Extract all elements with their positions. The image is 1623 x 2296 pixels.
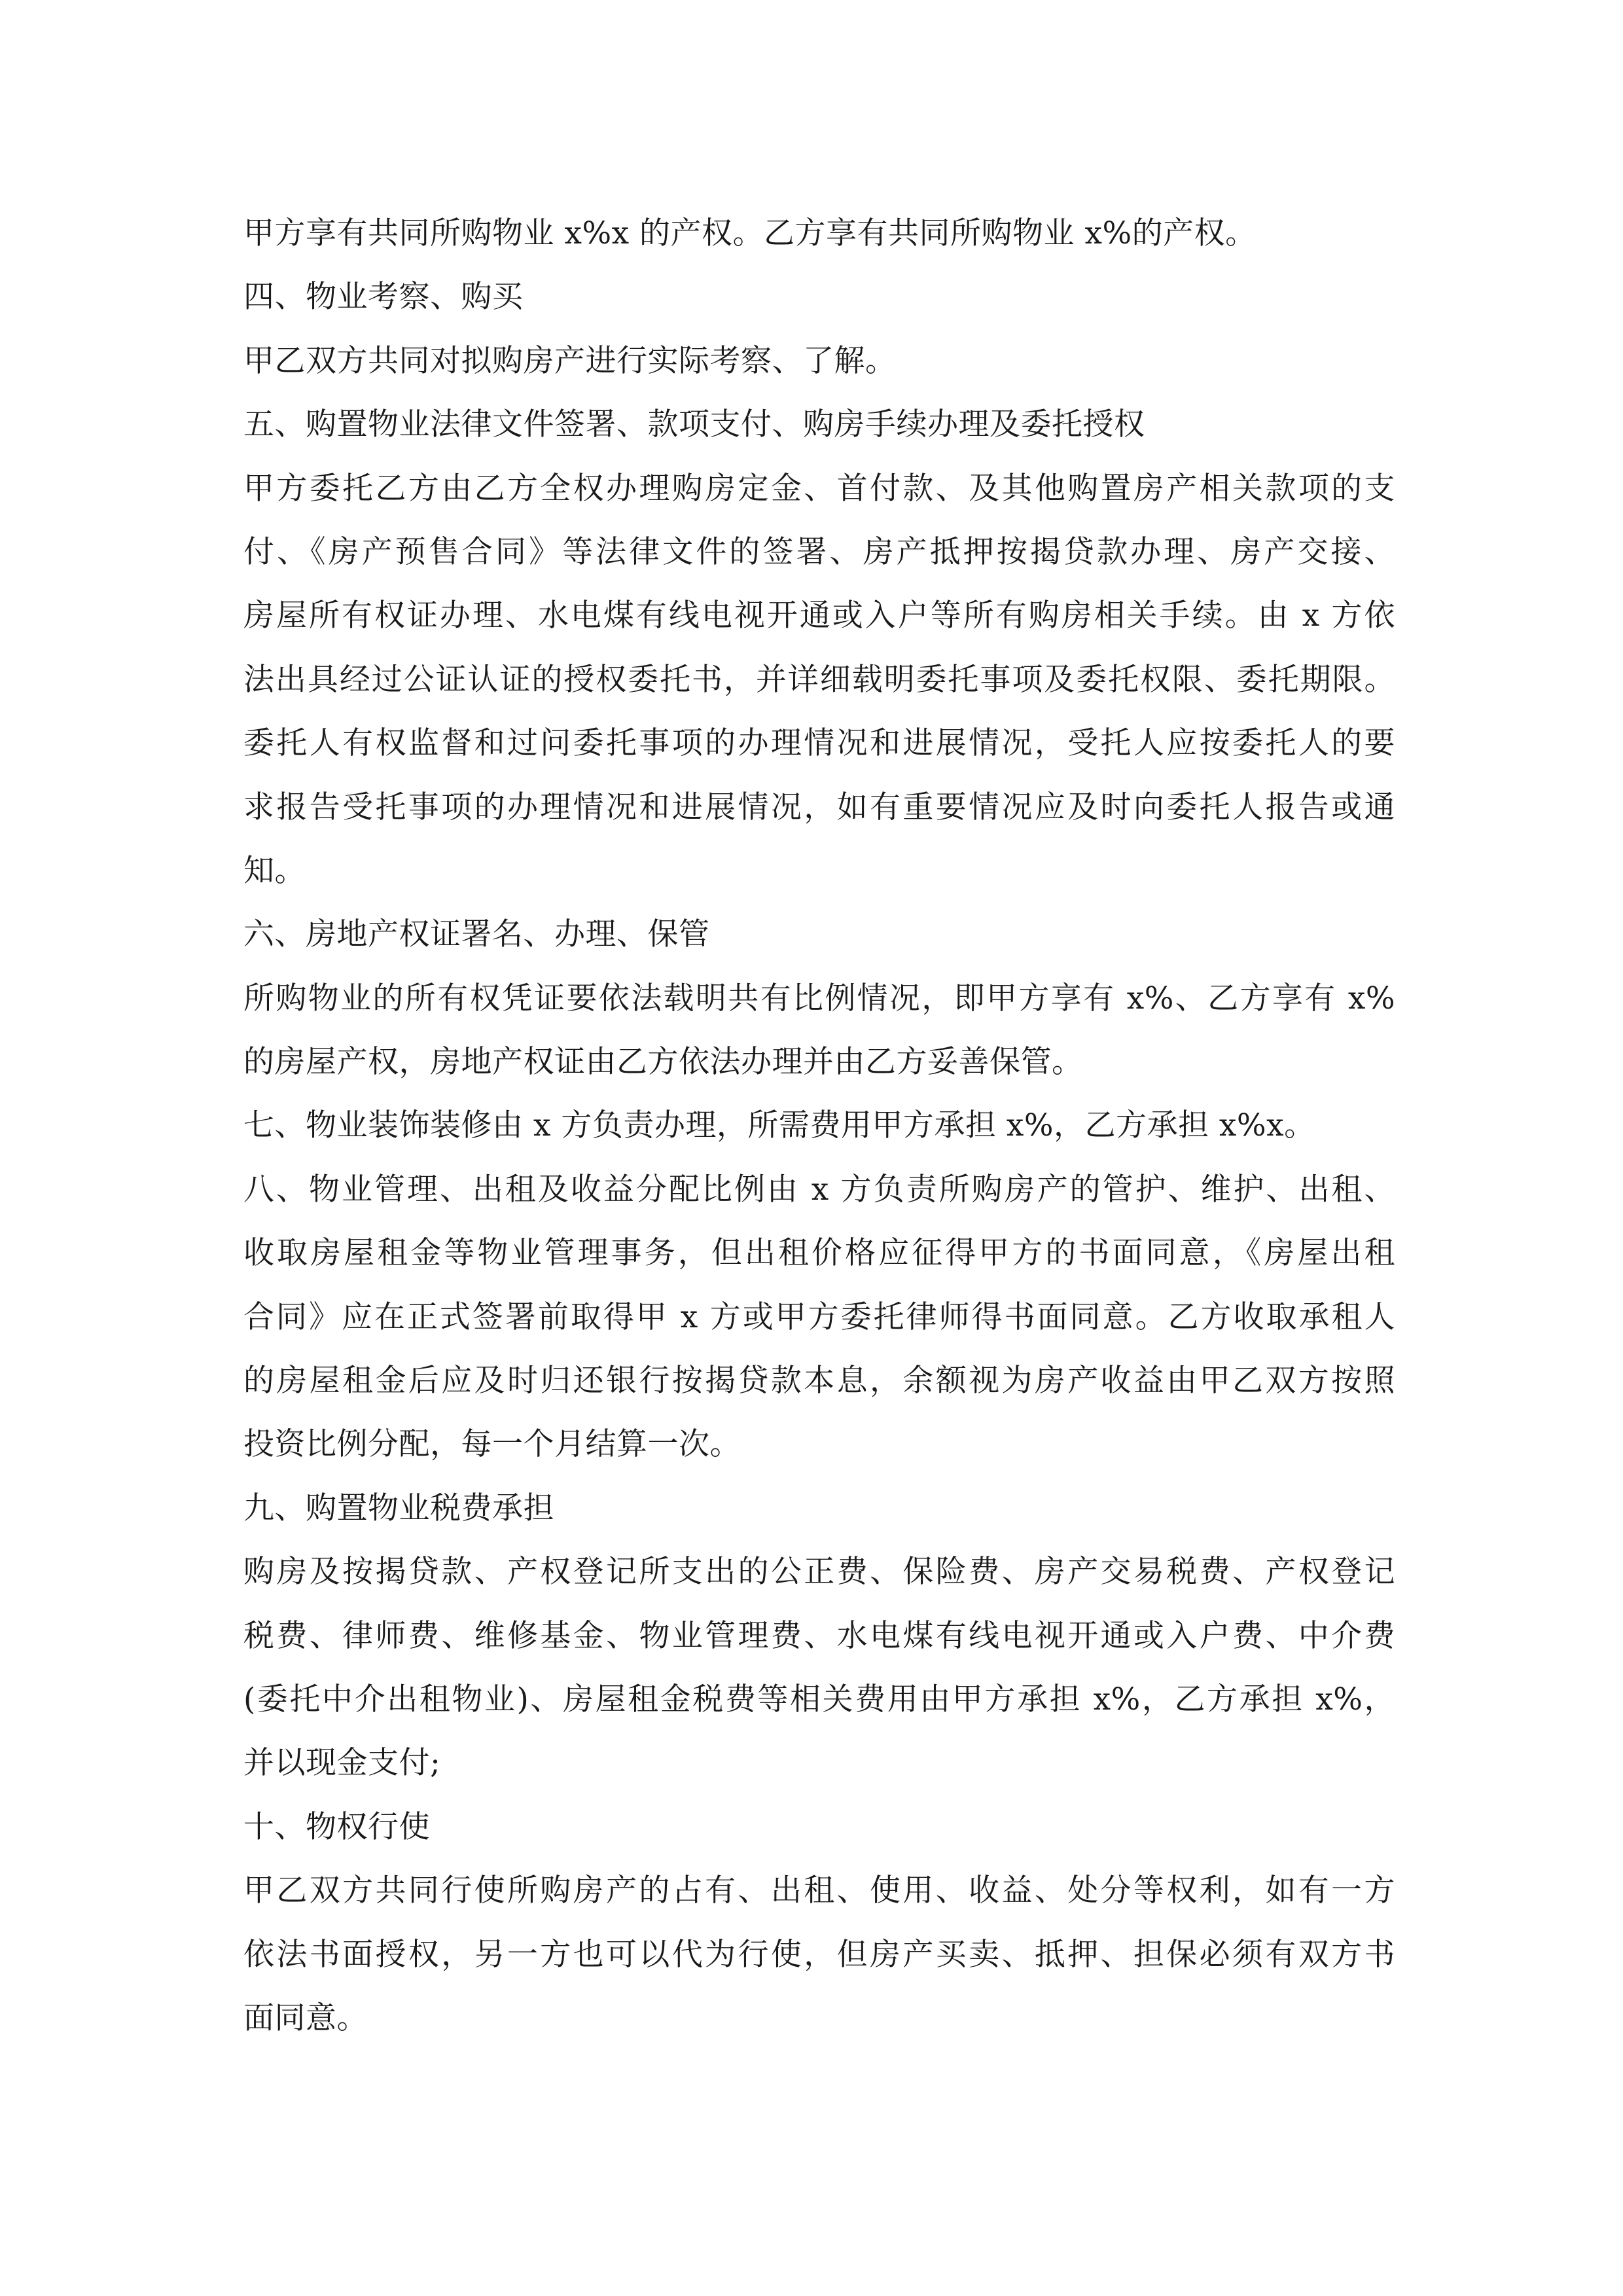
text-line: 的房屋产权，房地产权证由乙方依法办理并由乙方妥善保管。 bbox=[243, 1044, 1083, 1081]
text-line: 所购物业的所有权凭证要依法载明共有比例情况，即甲方享有 x%、乙方享有 x% bbox=[243, 980, 1395, 1016]
section-heading-9: 九、购置物业税费承担 bbox=[243, 1490, 554, 1526]
text-line: 求报告受托事项的办理情况和进展情况，如有重要情况应及时向委托人报告或通 bbox=[243, 789, 1395, 825]
text-line: 收取房屋租金等物业管理事务，但出租价格应征得甲方的书面同意，《房屋出租 bbox=[243, 1235, 1395, 1272]
text-line: 甲乙双方共同行使所购房产的占有、出租、使用、收益、处分等权利，如有一方 bbox=[243, 1873, 1395, 1909]
text-line: 法出具经过公证认证的授权委托书，并详细载明委托事项及委托权限、委托期限。 bbox=[243, 661, 1395, 698]
text-line: 购房及按揭贷款、产权登记所支出的公正费、保险费、房产交易税费、产权登记 bbox=[243, 1554, 1395, 1590]
text-line: 甲方享有共同所购物业 x%x 的产权。乙方享有共同所购物业 x%的产权。 bbox=[243, 215, 1257, 251]
text-line: (委托中介出租物业)、房屋租金税费等相关费用由甲方承担 x%，乙方承担 x%， bbox=[243, 1681, 1395, 1717]
text-line: 甲方委托乙方由乙方全权办理购房定金、首付款、及其他购置房产相关款项的支 bbox=[243, 470, 1395, 507]
text-line: 知。 bbox=[243, 852, 306, 889]
text-line: 委托人有权监督和过问委托事项的办理情况和进展情况，受托人应按委托人的要 bbox=[243, 725, 1395, 762]
text-line: 合同》应在正式签署前取得甲 x 方或甲方委托律师得书面同意。乙方收取承租人 bbox=[243, 1299, 1395, 1335]
section-heading-8: 八、物业管理、出租及收益分配比例由 x 方负责所购房产的管护、维护、出租、 bbox=[243, 1171, 1395, 1208]
text-line: 付、《房产预售合同》等法律文件的签署、房产抵押按揭贷款办理、房产交接、 bbox=[243, 533, 1395, 570]
section-heading-5: 五、购置物业法律文件签署、款项支付、购房手续办理及委托授权 bbox=[243, 406, 1145, 443]
text-line: 投资比例分配，每一个月结算一次。 bbox=[243, 1426, 741, 1463]
text-line: 面同意。 bbox=[243, 2000, 368, 2036]
section-heading-4: 四、物业考察、购买 bbox=[243, 279, 524, 315]
text-line: 房屋所有权证办理、水电煤有线电视开通或入户等所有购房相关手续。由 x 方依 bbox=[243, 598, 1395, 634]
text-line: 的房屋租金后应及时归还银行按揭贷款本息，余额视为房产收益由甲乙双方按照 bbox=[243, 1363, 1395, 1399]
text-line: 并以现金支付; bbox=[243, 1745, 441, 1782]
text-line: 甲乙双方共同对拟购房产进行实际考察、了解。 bbox=[243, 342, 897, 379]
section-heading-7: 七、物业装饰装修由 x 方负责办理，所需费用甲方承担 x%，乙方承担 x%x。 bbox=[243, 1107, 1315, 1144]
text-line: 依法书面授权，另一方也可以代为行使，但房产买卖、抵押、担保必须有双方书 bbox=[243, 1936, 1395, 1973]
document-body bbox=[243, 202, 1395, 2050]
section-heading-6: 六、房地产权证署名、办理、保管 bbox=[243, 916, 710, 953]
text-line: 税费、律师费、维修基金、物业管理费、水电煤有线电视开通或入户费、中介费 bbox=[243, 1617, 1395, 1654]
section-heading-10: 十、物权行使 bbox=[243, 1808, 430, 1845]
